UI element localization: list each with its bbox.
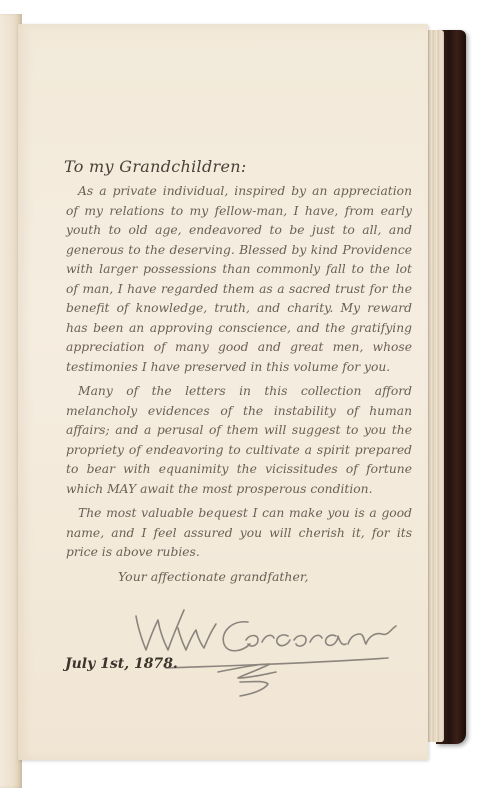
letter-paragraph: As a private individual, inspired by an appreciation of my relations to my fellow-man, I have, from early youth to old age, endeavored to be just to all, and generous to the deserving. Blessed by kind Providence with larger possessions than commonly fall to the lot of man, I have regarded them as a sacred trust for the benefit of knowledge, truth, and charity. My reward has been an approving conscience, and the gratifying appreciation of many good and great men, whose testimonies I have preserved in this volume for you. [66,184,412,374]
letter-closing: Your affectionate grandfather, [118,569,309,584]
letter-date: July 1st, 1878. [65,656,178,672]
letter-paragraph: The most valuable bequest I can make you is a good name, and I feel assured you will cherish it, for its price is above rubies. [66,506,412,559]
letter-salutation: To my Grandchildren: [64,157,247,176]
letter-body [66,182,412,563]
handwritten-signature [128,598,418,708]
letter-paragraph: Many of the letters in this collection afford melancholy evidences of the instability of human affairs; and a perusal of them will suggest to you the propriety of endeavoring to cultivate a spirit prepared to bear with equanimity the vicissitudes of fortune which MAY await the most prosperous condition. [66,384,412,496]
book-page [18,24,428,760]
